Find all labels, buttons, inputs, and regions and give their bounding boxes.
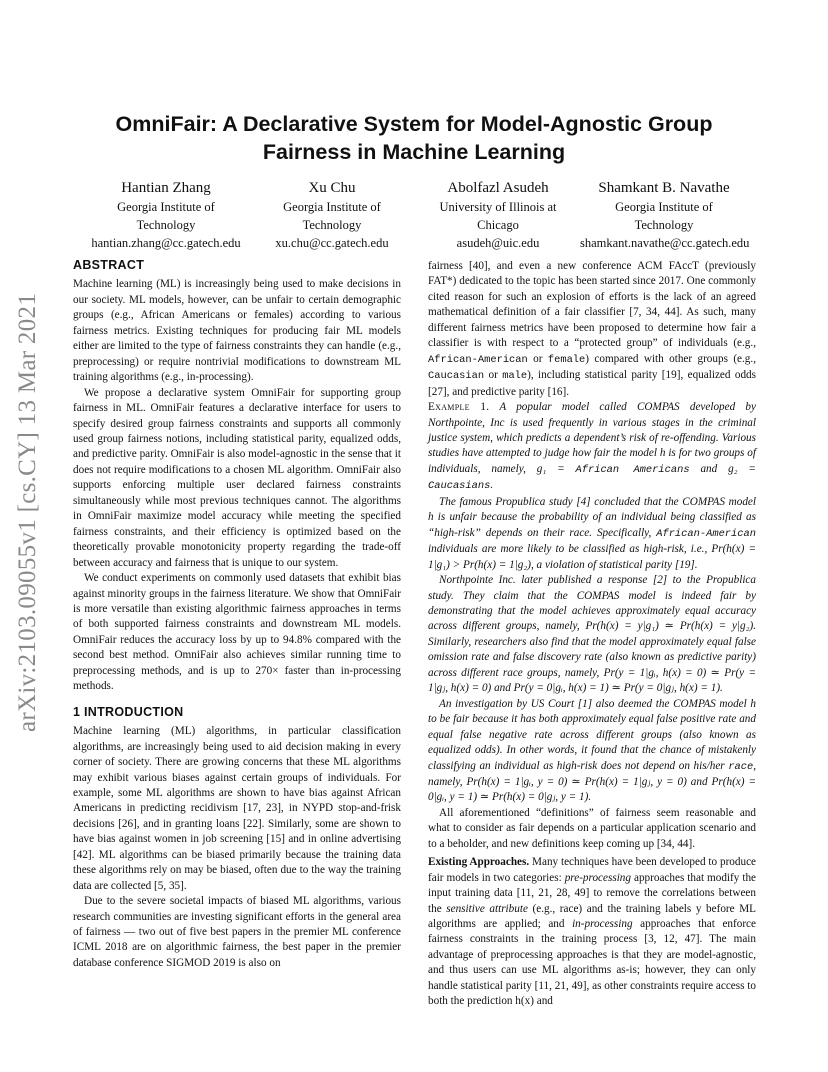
author-name: Abolfazl Asudeh	[447, 180, 549, 196]
example-paragraph: An investigation by US Court [1] also deemed the COMPAS model h to be fair because it has both approximately equal false positive rate and equal false negative rate across different groups (also known as equalized odds). In other words, it found that the chance of mistakenly classifying an individual as high-risk does not depend on his/her race, namely, Pr(h(x) = 1|gᵢ, y = 0) ≃ Pr(h(x) = 1|gⱼ, y = 0) and Pr(h(x) = 0|gᵢ, y = 1) ≃ Pr(h(x) = 0|gⱼ, y = 1).	[428, 697, 756, 804]
example-label: Example 1.	[428, 401, 490, 414]
left-column	[73, 256, 401, 971]
author-name: Shamkant B. Navathe	[598, 180, 730, 196]
example-paragraph: Northpointe Inc. later published a response [2] to the Propublica study. They claim that the COMPAS model is indeed fair by demonstrating that the model achieves approximately equal accuracy across different groups, namely, Pr(h(x) = y|g₁) ≃ Pr(h(x) = y|g₂). Similarly, researchers also find that the model approximately equal false omission rate and false discovery rate (also known as predictive parity) across different race groups, namely, Pr(y = 1|gᵢ, h(x) = 0) ≃ Pr(y = 1|gⱼ, h(x) = 0) and Pr(y = 0|gᵢ, h(x) = 1) ≃ Pr(y = 0|gⱼ, h(x) = 1).	[428, 574, 756, 695]
introduction-heading: 1 INTRODUCTION	[73, 704, 184, 719]
abstract-paragraph: We conduct experiments on commonly used datasets that exhibit bias against minority groups in the fairness literature. We show that OmniFair is more versatile than existing algorithmic fairness approaches in terms of both supported fairness constraints and downstream ML models. OmniFair reduces the accuracy loss by up to 94.8% compared with the second best method. OmniFair also achieves similar running time to preprocessing methods, and is up to 270× faster than in-processing methods.	[73, 572, 401, 693]
abstract-paragraph: We propose a declarative system OmniFair for supporting group fairness in ML. OmniFair features a declarative interface for users to specify desired group fairness constraints and supports all commonly used group fairness notions, including statistical parity, equalized odds, and predictive parity. OmniFair is also model-agnostic in the sense that it does not require modifications to a chosen ML algorithm. OmniFair also supports enforcing multiple user declared fairness constraints simultaneously while most previous techniques cannot. The algorithms in OmniFair maximize model accuracy while meeting the specified fairness constraints, and their efficiency is optimized based on the theoretically provable monotonicity property regarding the trade-off between accuracy and fairness that is unique to our system.	[73, 386, 401, 569]
abstract-heading: ABSTRACT	[73, 258, 145, 272]
author-affiliation: Georgia Institute of	[615, 200, 713, 214]
author-name: Xu Chu	[308, 180, 356, 196]
author-block	[422, 178, 574, 252]
author-block	[580, 178, 748, 252]
author-affiliation: Technology	[302, 218, 362, 232]
right-column	[428, 259, 756, 1010]
author-block	[258, 178, 406, 252]
example-paragraph: Example 1. A popular model called COMPAS developed by Northpointe, Inc is used frequently in various stages in the criminal justice system, which predicts a dependent’s risk of re-offending. Various studies have attempted to judge how fair the model h is for two groups of individuals, namely, g₁ = African Americans and g₂ = Caucasians.	[428, 401, 756, 493]
author-name: Hantian Zhang	[121, 180, 211, 196]
abstract-paragraph: Machine learning (ML) is increasingly being used to make decisions in our society. ML models, however, can be unfair to certain demographic groups (e.g., African Americans or females) according to various fairness metrics. Existing techniques for producing fair ML models either are limited to the type of fairness constraints they can handle (e.g., preprocessing) or require nontrivial modifications to downstream ML training algorithms (e.g., in-processing).	[73, 278, 401, 384]
author-email: shamkant.navathe@cc.gatech.edu	[580, 236, 750, 250]
author-affiliation: University of Illinois at	[439, 200, 557, 214]
author-affiliation: Georgia Institute of	[117, 200, 215, 214]
existing-approaches-heading: Existing Approaches.	[428, 856, 530, 869]
intro-paragraph: Machine learning (ML) algorithms, in particular classification algorithms, are increasingly being used to aid decision making in every corner of society. There are growing concerns that these ML algorithms may exhibit various biases against certain groups of individuals. For example, some ML algorithms are shown to have bias against African Americans in predicting recidivism [17, 23], in NYPD stop-and-frisk decisions [26], and in granting loans [22]. Similarly, some are shown to have bias against women in job screening [15] and in online advertising [42]. ML algorithms can be biased primarily because the training data these algorithms rely on may be biased, often due to the way the training data are collected [5, 35].	[73, 725, 401, 892]
author-affiliation: Georgia Institute of	[283, 200, 381, 214]
example-1-block	[428, 400, 756, 806]
example-paragraph: The famous Propublica study [4] concluded that the COMPAS model h is unfair because the probability of an individual being classified as “high-risk” depends on their race. Specifically, African-American individuals are more likely to be classified as high-risk, i.e., Pr(h(x) = 1|g₁) > Pr(h(x) = 1|g₂), a violation of statistical parity [19].	[428, 495, 756, 571]
author-email: hantian.zhang@cc.gatech.edu	[91, 236, 241, 250]
fairness-paragraph: fairness [40], and even a new conference ACM FAccT (previously FAT*) dedicated to the topic has been started since 2017. One commonly cited reason for such an explosion of efforts is the lack of an agreed mathematical definition of a fair classifier [7, 34, 44]. As such, many different fairness metrics have been proposed to determine how fair a classifier is with respect to a “protected group” of individuals (e.g., African-American or female) compared with other groups (e.g., Caucasian or male), including statistical parity [19], equalized odds [27], and predictive parity [16].	[428, 260, 756, 398]
body-paragraph: All aforementioned “definitions” of fairness seem reasonable and what to consider as fair depends on a particular application scenario and to a beholder, and new definitions keep coming up [34, 44].	[428, 806, 756, 850]
author-block	[84, 178, 248, 252]
author-affiliation: Chicago	[477, 218, 519, 232]
author-affiliation: Technology	[634, 218, 694, 232]
author-email: xu.chu@cc.gatech.edu	[275, 236, 389, 250]
intro-paragraph: Due to the severe societal impacts of biased ML algorithms, various research communities are investing significant efforts in the general area of fairness — two out of five best papers in the premier ML conference ICML 2018 are on algorithmic fairness, the best paper in the premier database conference SIGMOD 2019 is also on	[73, 895, 401, 969]
paper-title: OmniFair: A Declarative System for Model-Agnostic Group Fairness in Machine Learning	[115, 112, 713, 164]
arxiv-identifier: arXiv:2103.09055v1 [cs.CY] 13 Mar 2021	[14, 292, 41, 732]
existing-approaches-paragraph: Existing Approaches. Many techniques have been developed to produce fair models in two categories: pre-processing approaches that modify the input training data [11, 21, 28, 49] to remove the correlations between the sensitive attribute (e.g., race) and the training labels y before ML algorithms are applied; and in-processing approaches that enforce fairness constraints in the training process [3, 12, 47]. The main advantage of preprocessing approaches is that they are model-agnostic, and thus users can use ML algorithms as-is; however, they can only handle statistical parity [11, 21, 49], as other constraints require access to both the prediction h(x) and	[428, 856, 757, 1008]
author-affiliation: Technology	[136, 218, 196, 232]
author-email: asudeh@uic.edu	[456, 236, 540, 250]
